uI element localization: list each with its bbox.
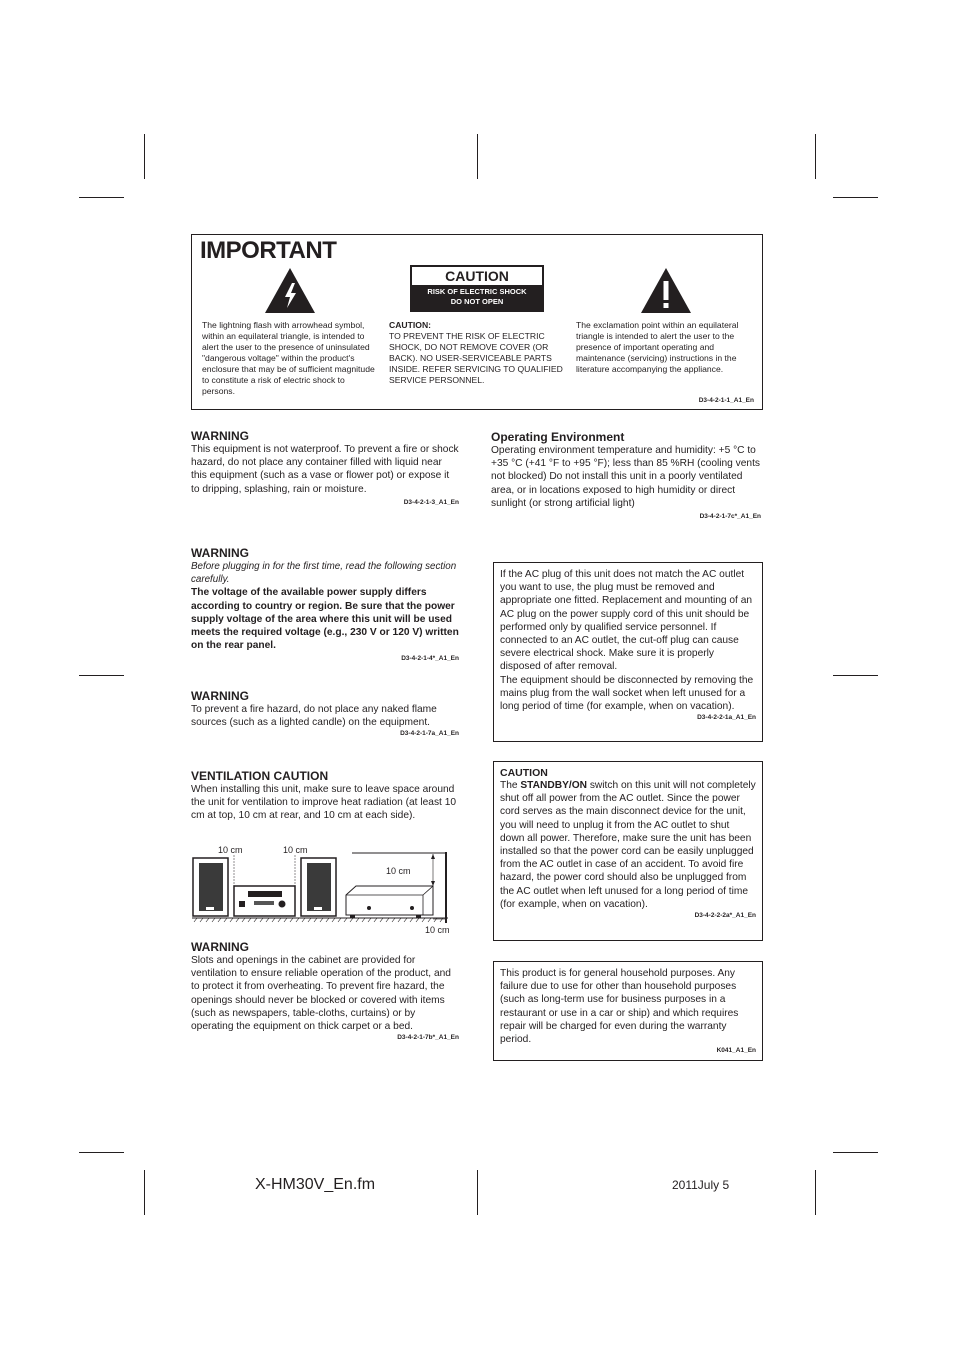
crop-mark [815, 1170, 816, 1215]
ac-plug-box [493, 562, 763, 742]
box-text-rest: switch on this unit will not completely shut off all power from the AC outlet. Since the power cord serves as the main disconnect device for the unit, you will need to unplug it from the AC outlet to shut down all power. Therefore, make sure the unit has been installed so that the power cord can be easily unplugged from the AC outlet in case of an accident. To avoid fire hazard, the power cord should also be unplugged from the AC outlet when left unused for a long period of time (for example, when on vacation). [500, 780, 756, 910]
section-code: D3-4-2-1-7a_A1_En [400, 730, 459, 738]
operating-environment [491, 430, 761, 520]
dimension-label-top: 10 cm [386, 866, 411, 876]
caution-text-block [389, 320, 564, 386]
section-italic: Before plugging in for the first time, read the following section carefully. [191, 561, 457, 586]
caution-label-line1: RISK OF ELECTRIC SHOCK [427, 287, 527, 296]
important-title: IMPORTANT [200, 237, 337, 264]
crop-mark [833, 197, 878, 198]
warning-voltage [191, 546, 459, 662]
box-title: CAUTION [500, 767, 548, 779]
section-title: WARNING [191, 546, 249, 560]
exclamation-triangle-icon [641, 268, 691, 313]
crop-mark [79, 197, 124, 198]
warning-flame [191, 689, 459, 737]
caution-label-line2: DO NOT OPEN [450, 297, 504, 306]
box-code: D3-4-2-2-2a*_A1_En [694, 912, 756, 920]
crop-mark [477, 134, 478, 179]
section-title: WARNING [191, 429, 249, 443]
box-text [500, 779, 756, 911]
box-text: If the AC plug of this unit does not match the AC outlet you want to use, the plug must be removed and appropriate one fitted. Replacement and mounting of an AC plug on the power supply cord of this unit should be performed only by qualified service personnel. If connected to an AC outlet, the cut-off plug can cause severe electrical shock. Make sure it is properly disposed of after removal. [500, 569, 753, 673]
box-text: This product is for general household purposes. Any failure due to use for other than household purposes (such as long-term use for business purposes in a restaurant or use in a car or ship) and which requires repair will be charged for even during the warranty period. [500, 968, 739, 1046]
caution-text-title: CAUTION: [389, 320, 432, 330]
warning-slots [191, 940, 459, 1041]
section-code: D3-4-2-1-7c*_A1_En [699, 513, 761, 521]
section-text: Slots and openings in the cabinet are provided for ventilation to ensure reliable operation of the product, and to protect it from overheating. To prevent fire hazard, the openings should never be blocked or covered with items (such as newspapers, table-cloths, curtains) or by operating the equipment on thick carpet or a bed. [191, 955, 451, 1033]
section-text: When installing this unit, make sure to leave space around the unit for ventilation to improve heat radiation (at least 10 cm at top, 10 cm at rear, and 10 cm at each side). [191, 784, 457, 822]
dimension-label-mid: 10 cm [283, 845, 308, 855]
section-text: To prevent a fire hazard, do not place any naked flame sources (such as a lighted candle) on the equipment. [191, 704, 437, 729]
section-code: D3-4-2-1-3_A1_En [403, 498, 459, 506]
standby-caution-box [493, 761, 763, 941]
crop-mark [79, 675, 124, 676]
crop-mark [833, 675, 878, 676]
dimension-label-left: 10 cm [218, 845, 243, 855]
box-code: D3-4-2-2-1a_A1_En [697, 714, 756, 722]
caution-label-sub [412, 285, 542, 310]
box-text-pre: The [500, 780, 521, 791]
caution-label-head: CAUTION [412, 267, 542, 285]
important-code: D3-4-2-1-1_A1_En [698, 397, 754, 404]
household-box [493, 961, 763, 1061]
dimension-label-rear: 10 cm [425, 925, 450, 935]
crop-mark [815, 134, 816, 179]
section-code: D3-4-2-1-4*_A1_En [401, 655, 459, 663]
lightning-triangle-icon [265, 268, 315, 313]
standby-switch-name: STANDBY/ON [520, 780, 587, 791]
caution-text: TO PREVENT THE RISK OF ELECTRIC SHOCK, DO NOT REMOVE COVER (OR BACK). NO USER-SERVICEABLE PARTS INSIDE. REFER SERVICING TO QUALIFIED SERVICE PERSONNEL. [389, 331, 563, 385]
section-bold-text: The voltage of the available power supply differs according to country or region. Be sure that the power supply voltage of the area where this unit will be used meets the required voltage (e.g., 230 V or 120 V) written on the rear panel. [191, 587, 459, 652]
section-title: WARNING [191, 689, 249, 703]
section-text: This equipment is not waterproof. To prevent a fire or shock hazard, do not place any container filled with liquid near this equipment (such as a vase or flower pot) or expose it to dripping, splashing, rain or moisture. [191, 444, 459, 495]
crop-mark [144, 1170, 145, 1215]
crop-mark [833, 1152, 878, 1153]
footer-filename: X-HM30V_En.fm [255, 1176, 376, 1193]
section-code: D3-4-2-1-7b*_A1_En [397, 1034, 459, 1042]
box-code: K041_A1_En [716, 1047, 756, 1055]
footer-date: 2011July 5 [672, 1178, 730, 1192]
exclamation-text: The exclamation point within an equilateral triangle is intended to alert the user to the presence of important operating and maintenance (servicing) instructions in the literature accompanying the appliance. [576, 320, 739, 374]
section-text: Operating environment temperature and humidity: +5 °C to +35 °C (+41 °F to +95 °F); less than 85 %RH (cooling vents not blocked) Do not install this unit in a poorly ventilated area, or in locations exposed to high humidity or direct sunlight (or strong artificial light) [491, 445, 761, 509]
crop-mark [144, 134, 145, 179]
ventilation-caution [191, 769, 459, 823]
crop-mark [477, 1170, 478, 1215]
section-title: VENTILATION CAUTION [191, 769, 329, 783]
ventilation-diagram [190, 843, 460, 938]
box-text-2: The equipment should be disconnected by removing the mains plug from the wall socket when left unused for a long period of time (for example, when on vacation). [500, 674, 754, 713]
lightning-text: The lightning flash with arrowhead symbol, within an equilateral triangle, is intended to alert the user to the presence of uninsulated "dangerous voltage" within the product's enclosure that may be of sufficient magnitude to constitute a risk of electric shock to persons. [202, 320, 375, 396]
section-title: WARNING [191, 940, 249, 954]
section-title: Operating Environment [491, 430, 625, 444]
important-box [191, 234, 763, 410]
caution-label [410, 265, 544, 312]
crop-mark [79, 1152, 124, 1153]
warning-waterproof [191, 429, 459, 506]
